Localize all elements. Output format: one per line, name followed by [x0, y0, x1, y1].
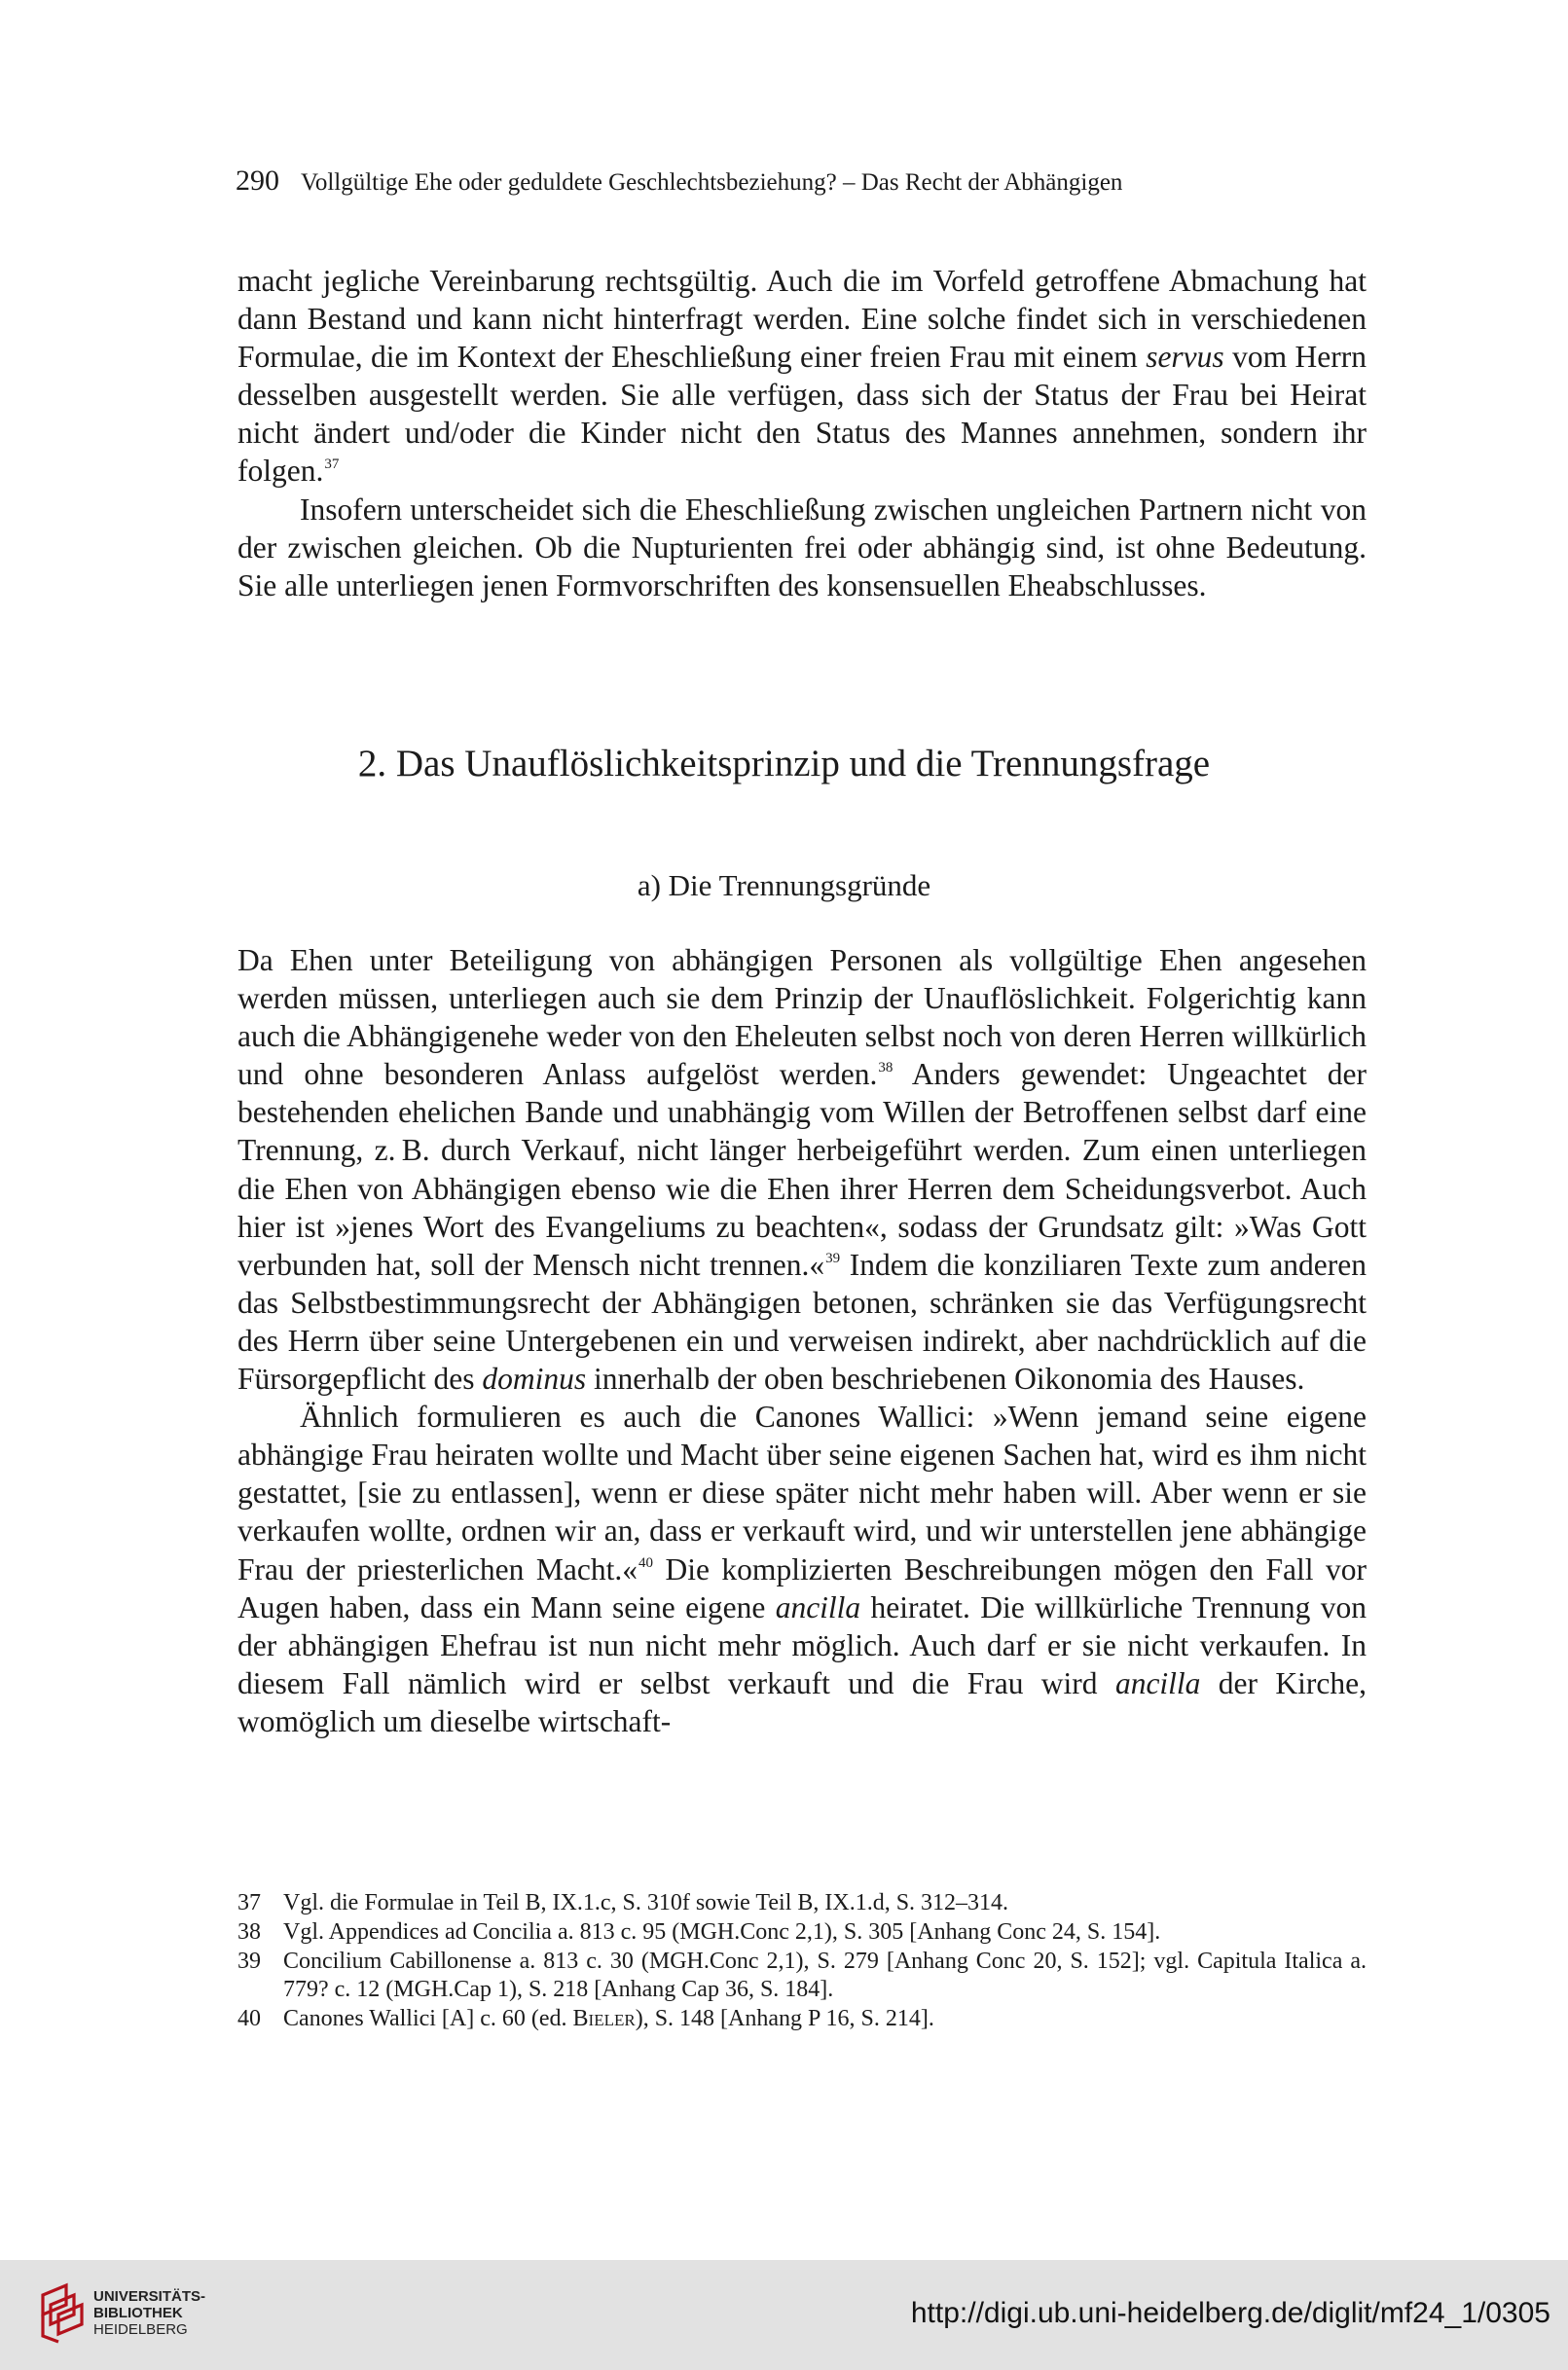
footnote-ref[interactable]: 40 — [638, 1554, 653, 1571]
footnote-number: 39 — [237, 1948, 261, 1974]
footnote-ref[interactable]: 39 — [825, 1250, 841, 1266]
footnote-text: Vgl. Appendices ad Concilia a. 813 c. 95 (MGH.Conc 2,1), S. 305 [Anhang Conc 24, S. 154]. — [283, 1918, 1161, 1945]
footnotes — [237, 1889, 1367, 2034]
italic-term: servus — [1146, 340, 1224, 375]
footnote-text: Vgl. die Formulae in Teil B, IX.1.c, S. 310f sowie Teil B, IX.1.d, S. 312–314. — [283, 1890, 1009, 1915]
section-heading: 2. Das Unauflöslichkeitsprinzip und die Trennungsfrage — [357, 743, 1211, 784]
running-title: Vollgültige Ehe oder geduldete Geschlechtsbeziehung? – Das Recht der Abhängigen — [301, 169, 1123, 196]
digitization-footer — [0, 2260, 1568, 2370]
paragraph: Ähnlich formulieren es auch die Canones Wallici: »Wenn jemand seine eigene abhängige Frau heiraten wollte und Macht über seine eigenen Sachen hat, wird es ihm nicht gestattet, [sie zu entlassen], wenn er diese später nicht mehr haben will. Aber wenn er sie verkaufen wollte, ordnen wir an, dass er verkauft wird, und wir unterstellen jene abhängige Frau der priesterlichen Macht.«$^{40}$ Die komplizierten Beschreibungen mögen den Fall vor Augen haben, dass ein Mann seine eigene ancilla heiratet. Die willkürliche Trennung von der abhängigen Ehefrau ist nun nicht mehr möglich. Auch darf er sie nicht verkaufen. In diesem Fall nämlich wird er selbst verkauft und die Frau wird ancilla der Kirche, womöglich um dieselbe wirtschaft- — [237, 1400, 1367, 1738]
page-number: 290 — [236, 164, 279, 197]
italic-term: dominus — [482, 1362, 587, 1397]
footnote-number: 37 — [237, 1890, 261, 1915]
text-block-main — [237, 941, 1367, 1740]
footnote-ref[interactable]: 38 — [878, 1060, 893, 1076]
footnote-text: Concilium Cabillonense a. 813 c. 30 (MGH.Conc 2,1), S. 279 [Anhang Conc 20, S. 152]; vgl. Capitula Italica a. 779? c. 12 (MGH.Cap 1), S. 218 [Anhang Cap 36, S. 184]. — [283, 1948, 1367, 2003]
italic-term: ancilla — [775, 1589, 861, 1624]
paragraph: macht jegliche Vereinbarung rechtsgültig. Auch die im Vorfeld getroffene Abmachung hat dann Bestand und kann nicht hinterfragt werden. Eine solche findet sich in verschiedenen Formulae, die im Kontext der Eheschließung einer freien Frau mit einem servus vom Herrn desselben ausgestellt werden. Sie alle verfügen, dass sich der Status der Frau bei Heirat nicht ändert und/oder die Kinder nicht den Status des Mannes annehmen, sondern ihr folgen.$^{37}$ — [237, 264, 1367, 489]
running-header — [236, 162, 1335, 202]
subsection-heading: a) Die Trennungsgründe — [637, 868, 931, 902]
paragraph: Insofern unterscheidet sich die Eheschließung zwischen ungleichen Partnern nicht von der zwischen gleichen. Ob die Nupturienten frei oder abhängig sind, ist ohne Bedeutung. Sie alle unterliegen jenen Formvorschriften des konsensuellen Eheabschlusses. — [237, 492, 1367, 602]
footnote-text: Canones Wallici [A] c. 60 (ed. Bieler), S. 148 [Anhang P 16, S. 214]. — [283, 2006, 934, 2032]
footnote — [237, 1889, 1367, 1918]
library-name: UNIVERSITÄTS- BIBLIOTHEK HEIDELBERG — [93, 2288, 206, 2338]
footnote — [237, 1918, 1367, 1948]
source-url-link[interactable]: http://digi.ub.uni-heidelberg.de/diglit/mf24_1/0305 — [910, 2297, 1550, 2329]
footnote — [237, 1948, 1367, 2006]
paragraph: Da Ehen unter Beteiligung von abhängigen Personen als vollgültige Ehen angesehen werden müssen, unterliegen auch sie dem Prinzip der Unauflöslichkeit. Folgerichtig kann auch die Abhängigenehe weder von den Eheleuten selbst noch von deren Herren willkürlich und ohne besonderen Anlass aufgelöst werden.$^{38}$ Anders gewendet: Ungeachtet der bestehenden ehelichen Bande und unabhängig vom Willen der Betroffenen selbst darf eine Trennung, z. B. durch Verkauf, nicht länger herbeigeführt werden. Zum einen unterliegen die Ehen von Abhängigen ebenso wie die Ehen ihrer Herren dem Scheidungsverbot. Auch hier ist »jenes Wort des Evangeliums zu beachten«, sodass der Grundsatz gilt: »Was Gott verbunden hat, soll der Mensch nicht trennen.«$^{39}$ Indem die konziliaren Texte zum anderen das Selbstbestimmungsrecht der Abhängigen betonen, schränken sie das Verfügungsrecht des Herrn über seine Untergebenen ein und verweisen indirekt, aber nachdrücklich auf die Fürsorgepflicht des dominus innerhalb der oben beschriebenen Oikonomia des Hauses. — [237, 943, 1367, 1397]
footnote — [237, 2005, 1367, 2034]
author-name: Bieler — [572, 2006, 636, 2032]
text-block-top — [237, 262, 1367, 604]
footnote-number: 38 — [237, 1918, 261, 1945]
library-logo-icon — [37, 2281, 91, 2344]
footnote-ref[interactable]: 37 — [324, 456, 340, 473]
footnote-number: 40 — [237, 2006, 261, 2032]
italic-term: ancilla — [1114, 1665, 1201, 1700]
